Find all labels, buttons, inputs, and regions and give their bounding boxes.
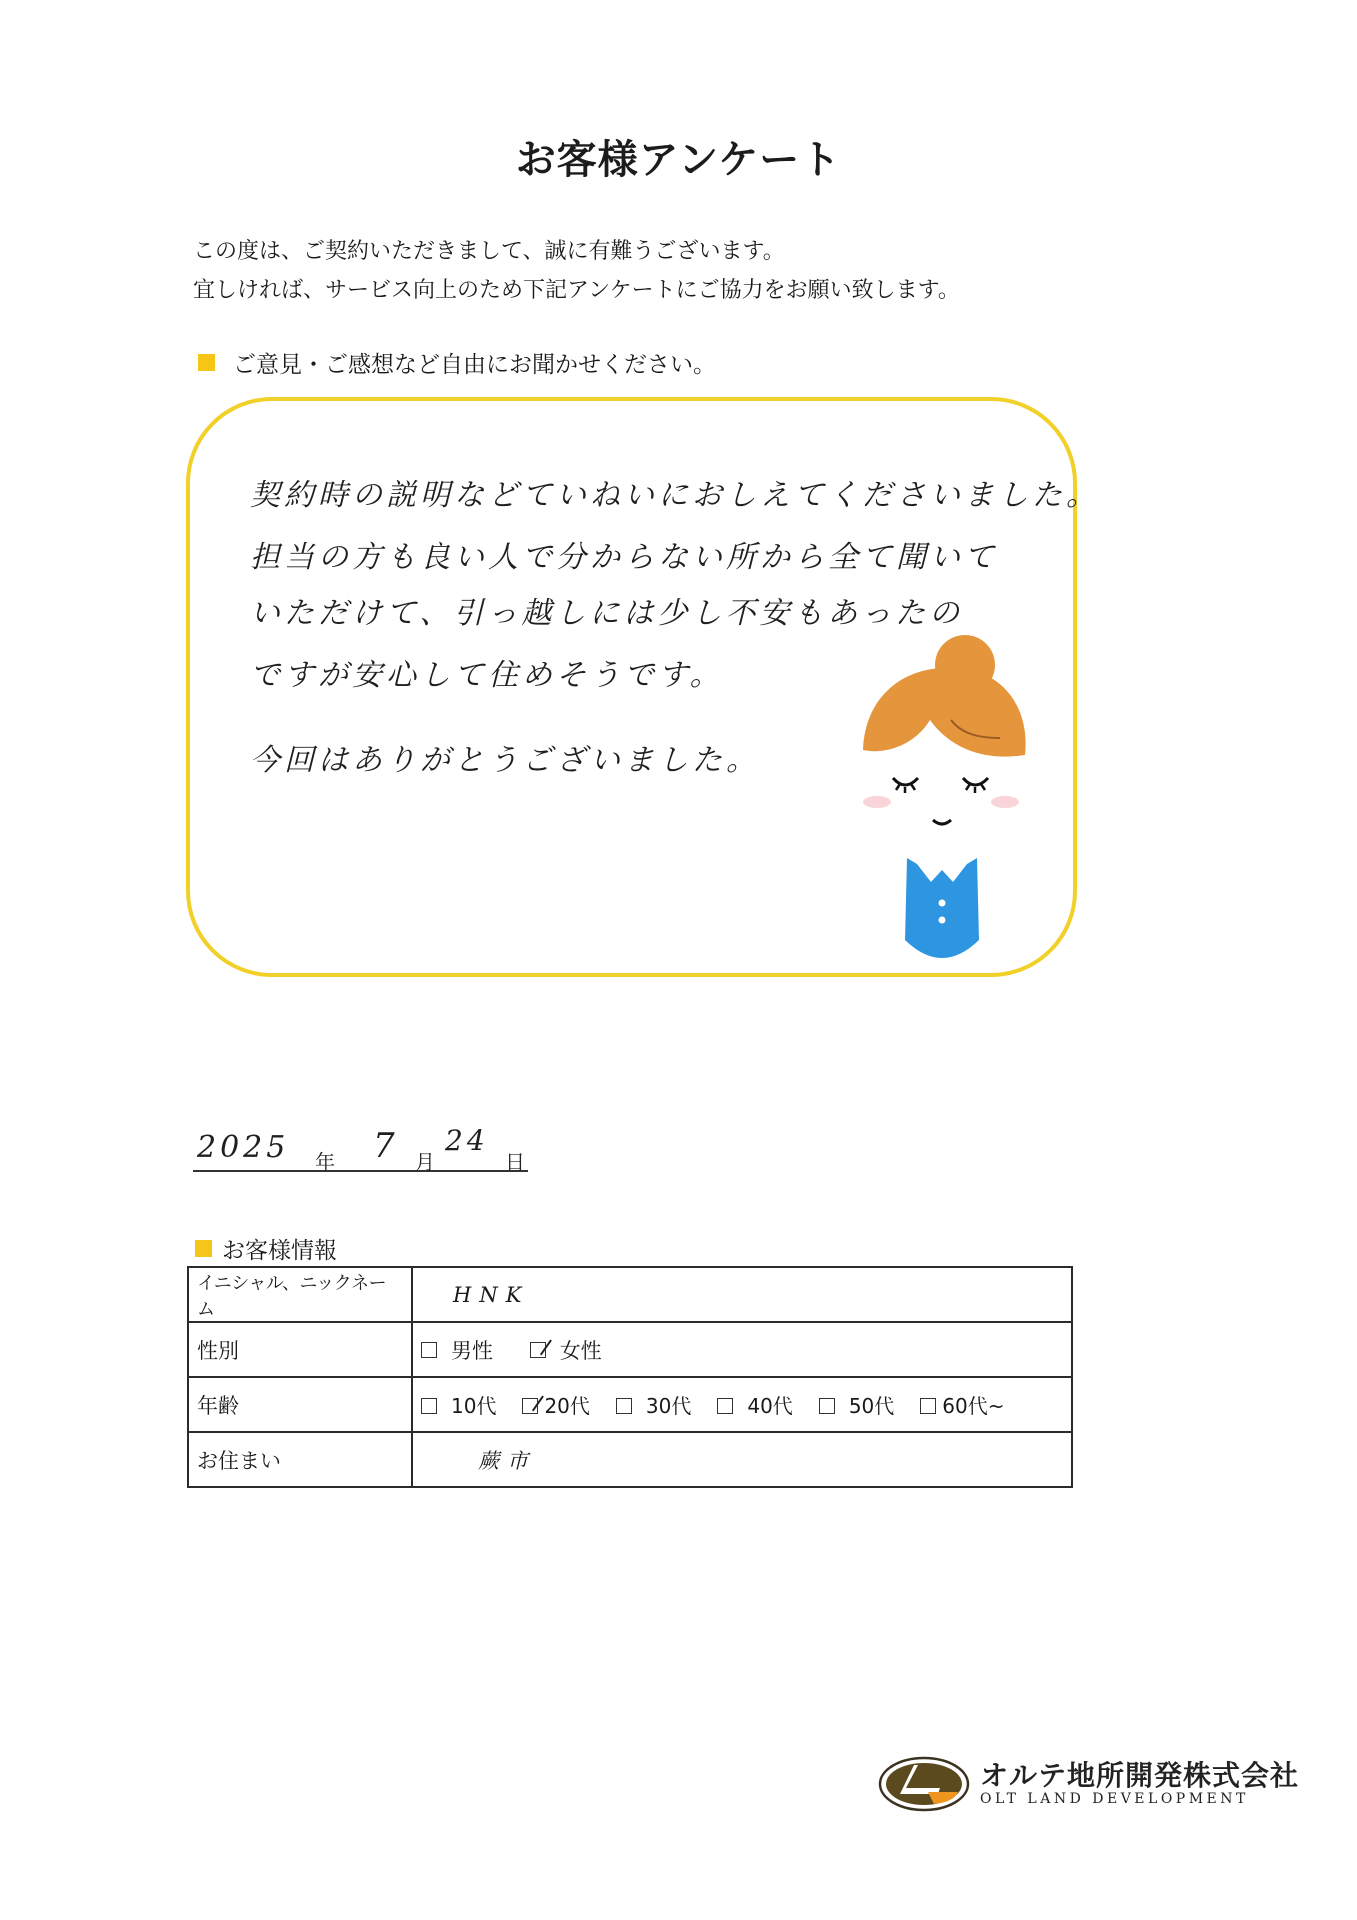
row-label-initials: イニシャル、ニックネーム	[188, 1267, 412, 1322]
gender-options	[412, 1322, 1072, 1377]
square-bullet-icon	[195, 1240, 212, 1257]
table-row	[188, 1432, 1072, 1487]
gender-option-female[interactable]: 女性	[530, 1335, 602, 1365]
date-field	[193, 1124, 529, 1174]
comment-line: ですが安心して住めそうです。	[250, 658, 724, 693]
row-label-gender: 性別	[188, 1322, 412, 1377]
age-option-20s[interactable]: 20代	[522, 1390, 589, 1419]
table-row	[188, 1322, 1072, 1377]
intro-line: この度は、ご契約いただきまして、誠に有難うございます。	[193, 239, 785, 264]
comment-line: 担当の方も良い人で分からない所から全て聞いて	[250, 540, 998, 575]
age-option-60s-plus[interactable]: 60代~	[920, 1390, 1004, 1419]
date-month-unit: 月	[415, 1150, 439, 1174]
intro-line: 宜しければ、サービス向上のため下記アンケートにご協力をお願い致します。	[193, 278, 960, 303]
company-logo	[878, 1756, 1299, 1812]
checkbox-icon[interactable]	[616, 1398, 632, 1414]
table-row	[188, 1377, 1072, 1432]
date-year-unit: 年	[315, 1150, 339, 1174]
company-name-jp: オルテ地所開発株式会社	[980, 1759, 1300, 1792]
age-options	[412, 1377, 1072, 1432]
comment-line: いただけて、引っ越しには少し不安もあったの	[250, 596, 964, 631]
row-label-age: 年齢	[188, 1377, 412, 1432]
date-day-unit: 日	[505, 1150, 529, 1174]
comment-line: 今回はありがとうございました。	[250, 743, 760, 778]
checkbox-checked-icon[interactable]	[530, 1342, 546, 1358]
row-label-residence: お住まい	[188, 1432, 412, 1487]
comments-heading	[198, 346, 716, 379]
customer-info-heading	[195, 1232, 337, 1265]
page-title: お客様アンケート	[515, 137, 842, 183]
date-day: 24	[445, 1124, 489, 1157]
comment-line: 契約時の説明などていねいにおしえてくださいました。	[250, 478, 1100, 513]
customer-info-table	[187, 1266, 1073, 1488]
checkbox-icon[interactable]	[421, 1398, 437, 1414]
gender-option-male[interactable]: 男性	[421, 1335, 493, 1365]
olt-logo-icon	[878, 1756, 970, 1812]
date-year: 2025	[197, 1130, 290, 1165]
checkbox-icon[interactable]	[717, 1398, 733, 1414]
initials-field[interactable]: HNK	[412, 1267, 1072, 1322]
residence-field[interactable]: 蕨市	[412, 1432, 1072, 1487]
table-row	[188, 1267, 1072, 1322]
checkbox-icon[interactable]	[920, 1398, 936, 1414]
comments-heading-label: ご意見・ご感想など自由にお聞かせください。	[233, 352, 716, 378]
intro-text	[193, 232, 960, 310]
age-option-30s[interactable]: 30代	[616, 1390, 691, 1419]
date-month: 7	[373, 1126, 399, 1166]
age-option-10s[interactable]: 10代	[421, 1390, 496, 1419]
checkbox-checked-icon[interactable]	[522, 1398, 538, 1414]
checkbox-icon[interactable]	[421, 1342, 437, 1358]
customer-info-heading-label: お客様情報	[222, 1238, 337, 1264]
square-bullet-icon	[198, 354, 215, 371]
company-name-en: OLT LAND DEVELOPMENT	[980, 1791, 1249, 1807]
checkbox-icon[interactable]	[819, 1398, 835, 1414]
woman-illustration-icon	[845, 620, 1045, 980]
age-option-50s[interactable]: 50代	[819, 1390, 894, 1419]
age-option-40s[interactable]: 40代	[717, 1390, 792, 1419]
